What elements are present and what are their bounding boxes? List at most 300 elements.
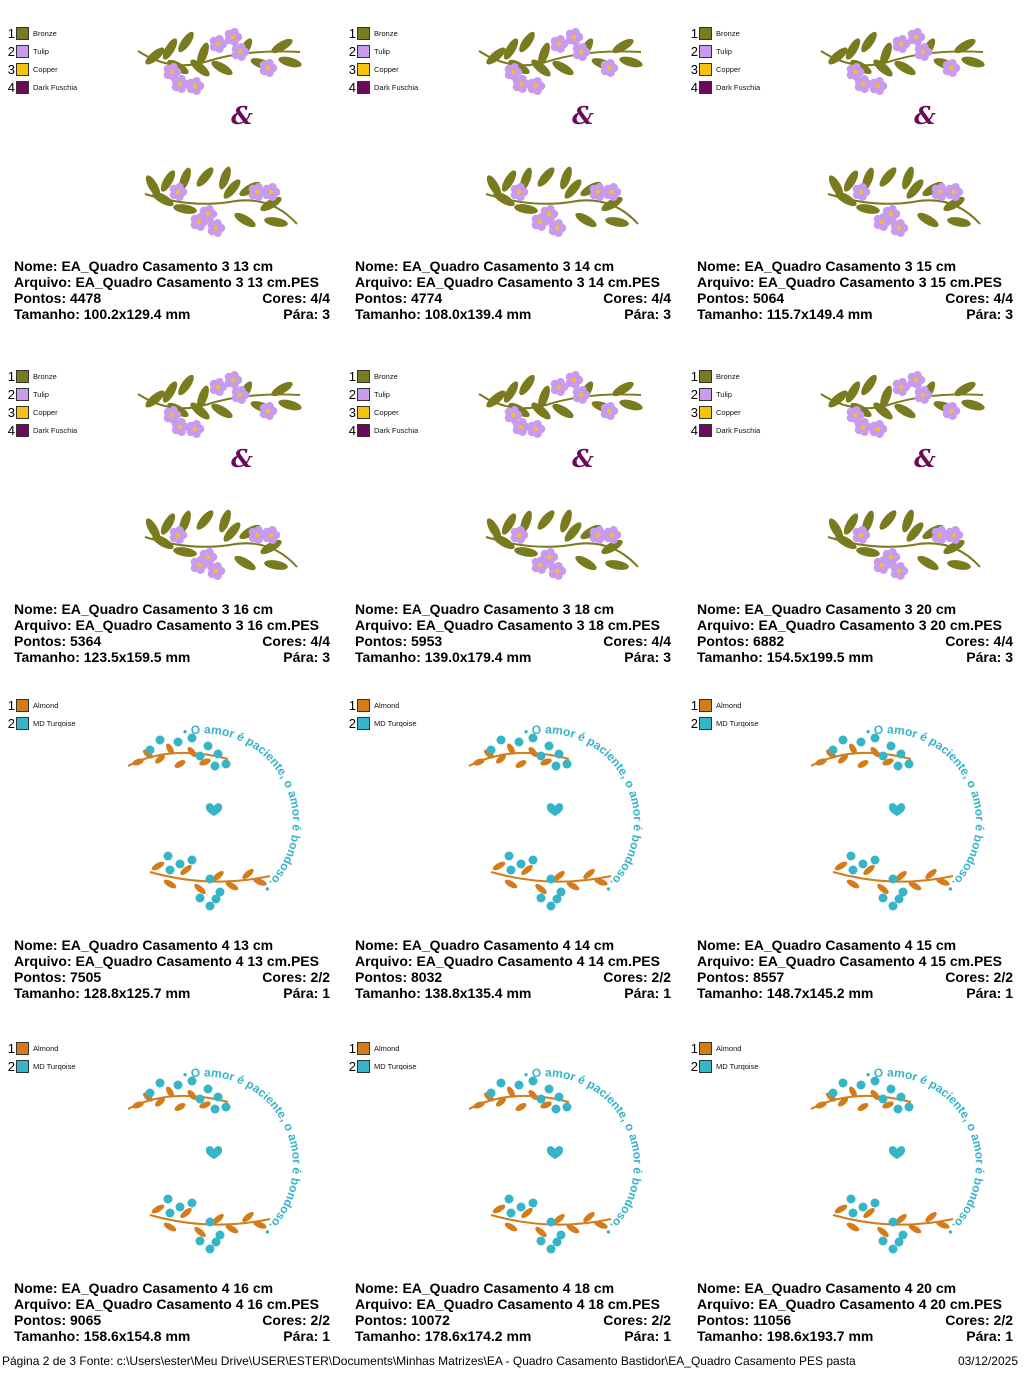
color-name: MD Turqoise bbox=[33, 718, 76, 728]
legend-number: 1 bbox=[690, 368, 698, 384]
flower-shape bbox=[549, 219, 567, 237]
leaf-shape bbox=[960, 55, 986, 70]
flower-shape bbox=[590, 526, 608, 544]
flower-shape bbox=[208, 562, 226, 580]
design-cell bbox=[0, 1037, 330, 1379]
cores-value: Cores: 2/2 bbox=[603, 1312, 671, 1328]
arquivo-value: Arquivo: EA_Quadro Casamento 3 13 cm.PES bbox=[14, 274, 319, 290]
design-info bbox=[355, 601, 671, 665]
embroidery-preview bbox=[0, 8, 330, 263]
leaf-shape bbox=[855, 202, 880, 215]
arquivo-value: Arquivo: EA_Quadro Casamento 3 20 cm.PES bbox=[697, 617, 1002, 633]
design-info bbox=[355, 1280, 671, 1344]
legend-number: 2 bbox=[348, 715, 356, 731]
leaf-shape bbox=[535, 508, 557, 532]
ampersand-motif: & bbox=[231, 101, 253, 130]
color-name: Tulip bbox=[33, 46, 49, 56]
page-footer bbox=[0, 1353, 1024, 1370]
leaf-shape bbox=[960, 398, 986, 413]
leaf-shape bbox=[269, 36, 294, 56]
color-name: Almond bbox=[33, 1043, 59, 1053]
para-value: Pára: 1 bbox=[283, 985, 330, 1001]
bottom-branch-motif bbox=[484, 508, 638, 580]
design-info bbox=[14, 601, 330, 665]
leaf-shape bbox=[610, 379, 635, 399]
embroidery-preview bbox=[683, 351, 1013, 606]
leaf-shape bbox=[952, 36, 977, 56]
flower-shape bbox=[943, 59, 961, 77]
para-value: Pára: 3 bbox=[624, 649, 671, 665]
pontos-value: Pontos: 5364 bbox=[14, 633, 102, 649]
flower-shape bbox=[601, 59, 619, 77]
legend-number: 2 bbox=[7, 1058, 15, 1074]
color-name: Almond bbox=[374, 1043, 400, 1053]
color-name: Dark Fuschia bbox=[716, 425, 761, 435]
legend-number: 3 bbox=[348, 404, 356, 420]
flower-shape bbox=[249, 526, 267, 544]
embroidery-preview bbox=[341, 1037, 671, 1292]
flower-shape bbox=[225, 371, 243, 389]
color-name: Dark Fuschia bbox=[33, 425, 78, 435]
bottom-branch-motif bbox=[484, 165, 638, 237]
info-row-tamanho bbox=[14, 985, 330, 1001]
arc-text-motif: • O amor é paciente, o amor é bondoso. • bbox=[864, 1065, 987, 1239]
color-name: MD Turqoise bbox=[33, 1061, 76, 1071]
top-branch-motif bbox=[821, 28, 986, 95]
flower-shape bbox=[210, 35, 228, 53]
color-name: MD Turqoise bbox=[374, 1061, 417, 1071]
leaf-shape bbox=[194, 508, 216, 532]
bottom-branch-motif bbox=[826, 508, 980, 580]
legend-number: 1 bbox=[7, 368, 15, 384]
leaf-shape bbox=[550, 401, 575, 421]
pontos-value: Pontos: 10072 bbox=[355, 1312, 450, 1328]
ampersand-motif: & bbox=[572, 101, 594, 130]
design-info bbox=[697, 601, 1013, 665]
info-row-pontos bbox=[697, 1312, 1013, 1328]
leaf-shape bbox=[232, 210, 257, 230]
footer-date: 03/12/2025 bbox=[957, 1354, 1018, 1368]
top-wreath-motif bbox=[128, 1077, 231, 1114]
legend-number: 1 bbox=[7, 1040, 15, 1056]
color-name: Bronze bbox=[716, 28, 740, 38]
top-wreath-motif bbox=[128, 734, 231, 771]
legend-number: 1 bbox=[7, 25, 15, 41]
pontos-value: Pontos: 4774 bbox=[355, 290, 443, 306]
cores-value: Cores: 2/2 bbox=[262, 1312, 330, 1328]
flower-shape bbox=[932, 183, 950, 201]
flower-shape bbox=[932, 526, 950, 544]
tamanho-value: Tamanho: 139.0x179.4 mm bbox=[355, 649, 532, 665]
tamanho-value: Tamanho: 100.2x129.4 mm bbox=[14, 306, 191, 322]
info-row-arquivo bbox=[14, 617, 330, 633]
info-row-arquivo bbox=[14, 1296, 330, 1312]
color-name: Almond bbox=[716, 700, 742, 710]
leaf-shape bbox=[573, 553, 598, 573]
para-value: Pára: 3 bbox=[283, 649, 330, 665]
leaf-shape bbox=[277, 55, 303, 70]
info-row-arquivo bbox=[14, 274, 330, 290]
leaf-shape bbox=[491, 860, 506, 872]
flower-shape bbox=[870, 420, 888, 438]
leaf-shape bbox=[491, 1203, 506, 1215]
nome-value: Nome: EA_Quadro Casamento 4 15 cm bbox=[697, 937, 957, 953]
top-wreath-motif bbox=[811, 734, 914, 771]
leaf-shape bbox=[915, 210, 940, 230]
embroidery-preview bbox=[341, 694, 671, 949]
embroidery-preview bbox=[341, 351, 671, 606]
embroidery-preview bbox=[683, 8, 1013, 263]
info-row-tamanho bbox=[14, 1328, 330, 1344]
nome-value: Nome: EA_Quadro Casamento 3 15 cm bbox=[697, 258, 957, 274]
legend-number: 2 bbox=[348, 43, 356, 59]
flower-shape bbox=[551, 35, 569, 53]
flower-shape bbox=[260, 402, 278, 420]
design-cell bbox=[0, 694, 330, 1036]
bottom-branch-motif bbox=[143, 165, 297, 237]
leaf-shape bbox=[845, 878, 860, 890]
color-name: Tulip bbox=[374, 46, 390, 56]
embroidery-preview bbox=[0, 351, 330, 606]
flower-shape bbox=[551, 378, 569, 396]
flower-shape bbox=[208, 219, 226, 237]
legend-number: 3 bbox=[7, 404, 15, 420]
nome-value: Nome: EA_Quadro Casamento 4 18 cm bbox=[355, 1280, 615, 1296]
embroidery-preview bbox=[0, 694, 330, 949]
flower-shape bbox=[891, 219, 909, 237]
info-row-pontos bbox=[355, 1312, 671, 1328]
legend-number: 3 bbox=[348, 61, 356, 77]
pontos-value: Pontos: 8032 bbox=[355, 969, 443, 985]
info-row-tamanho bbox=[697, 985, 1013, 1001]
tamanho-value: Tamanho: 138.8x135.4 mm bbox=[355, 985, 532, 1001]
color-name: Tulip bbox=[716, 46, 732, 56]
leaf-shape bbox=[858, 373, 879, 398]
flower-shape bbox=[187, 420, 205, 438]
color-name: Dark Fuschia bbox=[716, 82, 761, 92]
legend-number: 2 bbox=[690, 43, 698, 59]
leaf-shape bbox=[915, 553, 940, 573]
heart-motif bbox=[889, 803, 905, 816]
heart-motif bbox=[547, 803, 563, 816]
info-row-arquivo bbox=[697, 274, 1013, 290]
color-name: Copper bbox=[33, 64, 58, 74]
info-row-nome bbox=[14, 258, 330, 274]
embroidery-preview bbox=[341, 8, 671, 263]
color-name: MD Turqoise bbox=[374, 718, 417, 728]
top-wreath-motif bbox=[811, 1077, 914, 1114]
nome-value: Nome: EA_Quadro Casamento 3 16 cm bbox=[14, 601, 274, 617]
leaf-shape bbox=[162, 1221, 177, 1233]
flower-shape bbox=[566, 28, 584, 46]
para-value: Pára: 3 bbox=[966, 649, 1013, 665]
leaf-shape bbox=[209, 401, 234, 421]
color-name: MD Turqoise bbox=[716, 718, 759, 728]
leaf-shape bbox=[263, 215, 288, 228]
cores-value: Cores: 4/4 bbox=[945, 633, 1013, 649]
design-cell bbox=[683, 8, 1013, 350]
info-row-pontos bbox=[355, 290, 671, 306]
tamanho-value: Tamanho: 178.6x174.2 mm bbox=[355, 1328, 532, 1344]
leaf-shape bbox=[514, 1101, 527, 1112]
leaf-shape bbox=[513, 545, 538, 558]
legend-number: 2 bbox=[7, 715, 15, 731]
tamanho-value: Tamanho: 198.6x193.7 mm bbox=[697, 1328, 874, 1344]
pontos-value: Pontos: 11056 bbox=[697, 1312, 792, 1328]
leaf-shape bbox=[162, 878, 177, 890]
legend-number: 1 bbox=[690, 697, 698, 713]
leaf-shape bbox=[194, 165, 216, 189]
legend-number: 2 bbox=[690, 1058, 698, 1074]
top-branch-motif bbox=[479, 371, 644, 438]
arquivo-value: Arquivo: EA_Quadro Casamento 4 18 cm.PES bbox=[355, 1296, 660, 1312]
design-cell bbox=[341, 694, 671, 1036]
info-row-nome bbox=[355, 1280, 671, 1296]
embroidery-preview bbox=[683, 1037, 1013, 1292]
color-name: Dark Fuschia bbox=[374, 82, 419, 92]
top-branch-motif bbox=[138, 28, 303, 95]
tamanho-value: Tamanho: 128.8x125.7 mm bbox=[14, 985, 191, 1001]
embroidery-preview bbox=[683, 694, 1013, 949]
arquivo-value: Arquivo: EA_Quadro Casamento 4 13 cm.PES bbox=[14, 953, 319, 969]
leaf-shape bbox=[175, 30, 196, 55]
color-name: MD Turqoise bbox=[716, 1061, 759, 1071]
nome-value: Nome: EA_Quadro Casamento 4 20 cm bbox=[697, 1280, 957, 1296]
info-row-pontos bbox=[697, 290, 1013, 306]
top-branch-motif bbox=[138, 371, 303, 438]
cores-value: Cores: 2/2 bbox=[945, 1312, 1013, 1328]
leaf-shape bbox=[550, 58, 575, 78]
color-name: Tulip bbox=[33, 389, 49, 399]
leaf-shape bbox=[618, 398, 644, 413]
info-row-arquivo bbox=[697, 953, 1013, 969]
info-row-tamanho bbox=[697, 306, 1013, 322]
design-info bbox=[355, 258, 671, 322]
leaf-shape bbox=[175, 373, 196, 398]
pontos-value: Pontos: 9065 bbox=[14, 1312, 102, 1328]
legend-number: 2 bbox=[348, 386, 356, 402]
nome-value: Nome: EA_Quadro Casamento 3 14 cm bbox=[355, 258, 615, 274]
leaf-shape bbox=[263, 558, 288, 571]
legend-number: 1 bbox=[348, 1040, 356, 1056]
design-info bbox=[697, 937, 1013, 1001]
design-info bbox=[14, 258, 330, 322]
ampersand-motif: & bbox=[572, 444, 594, 473]
design-info bbox=[355, 937, 671, 1001]
color-name: Dark Fuschia bbox=[33, 82, 78, 92]
footer-source-path: Página 2 de 3 Fonte: c:\Users\ester\Meu Drive\USER\ESTER\Documents\Minhas Matrizes\EA - Quadro Casamento Bastidor\EA_Quadro Casamento PES pasta bbox=[2, 1354, 856, 1368]
leaf-shape bbox=[573, 210, 598, 230]
leaf-shape bbox=[946, 215, 971, 228]
para-value: Pára: 1 bbox=[966, 985, 1013, 1001]
leaf-shape bbox=[150, 860, 165, 872]
pontos-value: Pontos: 4478 bbox=[14, 290, 102, 306]
cores-value: Cores: 4/4 bbox=[603, 633, 671, 649]
info-row-tamanho bbox=[355, 985, 671, 1001]
info-row-nome bbox=[355, 258, 671, 274]
para-value: Pára: 1 bbox=[966, 1328, 1013, 1344]
design-cell bbox=[683, 351, 1013, 693]
flower-shape bbox=[590, 183, 608, 201]
design-cell bbox=[683, 694, 1013, 1036]
flower-shape bbox=[943, 402, 961, 420]
leaf-shape bbox=[150, 1203, 165, 1215]
pontos-value: Pontos: 5064 bbox=[697, 290, 785, 306]
design-cell bbox=[341, 8, 671, 350]
color-name: Dark Fuschia bbox=[374, 425, 419, 435]
nome-value: Nome: EA_Quadro Casamento 4 14 cm bbox=[355, 937, 615, 953]
color-name: Tulip bbox=[716, 389, 732, 399]
ampersand-motif: & bbox=[914, 444, 936, 473]
legend-number: 2 bbox=[690, 386, 698, 402]
color-name: Copper bbox=[716, 64, 741, 74]
tamanho-value: Tamanho: 108.0x139.4 mm bbox=[355, 306, 532, 322]
legend-number: 3 bbox=[690, 404, 698, 420]
top-branch-motif bbox=[479, 28, 644, 95]
info-row-nome bbox=[697, 937, 1013, 953]
design-info bbox=[14, 937, 330, 1001]
leaf-shape bbox=[173, 1101, 186, 1112]
info-row-tamanho bbox=[697, 649, 1013, 665]
legend-number: 2 bbox=[7, 386, 15, 402]
heart-motif bbox=[206, 1146, 222, 1159]
info-row-nome bbox=[697, 1280, 1013, 1296]
arquivo-value: Arquivo: EA_Quadro Casamento 4 14 cm.PES bbox=[355, 953, 660, 969]
bottom-wreath-motif bbox=[150, 1195, 270, 1254]
arc-text-motif: • O amor é paciente, o amor é bondoso. • bbox=[522, 722, 645, 896]
flower-shape bbox=[549, 562, 567, 580]
cores-value: Cores: 4/4 bbox=[945, 290, 1013, 306]
leaf-shape bbox=[833, 1203, 848, 1215]
info-row-tamanho bbox=[355, 649, 671, 665]
tamanho-value: Tamanho: 158.6x154.8 mm bbox=[14, 1328, 191, 1344]
arquivo-value: Arquivo: EA_Quadro Casamento 4 15 cm.PES bbox=[697, 953, 1002, 969]
cores-value: Cores: 2/2 bbox=[603, 969, 671, 985]
info-row-arquivo bbox=[697, 1296, 1013, 1312]
cores-value: Cores: 4/4 bbox=[262, 290, 330, 306]
legend-number: 3 bbox=[7, 61, 15, 77]
flower-shape bbox=[187, 77, 205, 95]
flower-shape bbox=[528, 77, 546, 95]
heart-motif bbox=[889, 1146, 905, 1159]
leaf-shape bbox=[535, 165, 557, 189]
leaf-shape bbox=[946, 558, 971, 571]
info-row-pontos bbox=[14, 1312, 330, 1328]
info-row-tamanho bbox=[14, 649, 330, 665]
arc-text-motif: • O amor é paciente, o amor é bondoso. • bbox=[181, 722, 304, 896]
legend-number: 3 bbox=[690, 61, 698, 77]
leaf-shape bbox=[618, 55, 644, 70]
design-info bbox=[697, 1280, 1013, 1344]
leaf-shape bbox=[855, 545, 880, 558]
bottom-wreath-motif bbox=[491, 852, 611, 911]
legend-number: 4 bbox=[690, 422, 698, 438]
legend-number: 2 bbox=[348, 1058, 356, 1074]
flower-shape bbox=[870, 77, 888, 95]
color-name: Copper bbox=[33, 407, 58, 417]
color-name: Almond bbox=[33, 700, 59, 710]
legend-number: 1 bbox=[348, 697, 356, 713]
leaf-shape bbox=[877, 165, 899, 189]
pontos-value: Pontos: 7505 bbox=[14, 969, 102, 985]
color-name: Bronze bbox=[374, 28, 398, 38]
cores-value: Cores: 2/2 bbox=[262, 969, 330, 985]
info-row-nome bbox=[14, 601, 330, 617]
flower-shape bbox=[225, 28, 243, 46]
info-row-pontos bbox=[355, 633, 671, 649]
arc-text-motif: • O amor é paciente, o amor é bondoso. • bbox=[522, 1065, 645, 1239]
legend-number: 4 bbox=[348, 422, 356, 438]
leaf-shape bbox=[513, 202, 538, 215]
color-name: Bronze bbox=[33, 371, 57, 381]
bottom-wreath-motif bbox=[150, 852, 270, 911]
info-row-arquivo bbox=[355, 617, 671, 633]
leaf-shape bbox=[856, 1101, 869, 1112]
para-value: Pára: 1 bbox=[283, 1328, 330, 1344]
info-row-pontos bbox=[14, 290, 330, 306]
leaf-shape bbox=[610, 36, 635, 56]
para-value: Pára: 3 bbox=[966, 306, 1013, 322]
leaf-shape bbox=[173, 758, 186, 769]
flower-shape bbox=[601, 402, 619, 420]
info-row-nome bbox=[697, 258, 1013, 274]
bottom-branch-motif bbox=[143, 508, 297, 580]
legend-number: 1 bbox=[7, 697, 15, 713]
nome-value: Nome: EA_Quadro Casamento 3 18 cm bbox=[355, 601, 615, 617]
para-value: Pára: 3 bbox=[283, 306, 330, 322]
legend-number: 1 bbox=[690, 25, 698, 41]
arquivo-value: Arquivo: EA_Quadro Casamento 4 16 cm.PES bbox=[14, 1296, 319, 1312]
flower-shape bbox=[893, 378, 911, 396]
flower-shape bbox=[210, 378, 228, 396]
cores-value: Cores: 2/2 bbox=[945, 969, 1013, 985]
leaf-shape bbox=[269, 379, 294, 399]
leaf-shape bbox=[503, 1221, 518, 1233]
flower-shape bbox=[908, 371, 926, 389]
flower-shape bbox=[891, 562, 909, 580]
leaf-shape bbox=[858, 30, 879, 55]
para-value: Pára: 1 bbox=[624, 985, 671, 1001]
info-row-nome bbox=[355, 601, 671, 617]
legend-number: 2 bbox=[690, 715, 698, 731]
pontos-value: Pontos: 6882 bbox=[697, 633, 785, 649]
embroidery-preview bbox=[0, 1037, 330, 1292]
tamanho-value: Tamanho: 115.7x149.4 mm bbox=[697, 306, 873, 322]
color-name: Almond bbox=[374, 700, 400, 710]
pontos-value: Pontos: 5953 bbox=[355, 633, 443, 649]
color-name: Bronze bbox=[374, 371, 398, 381]
info-row-tamanho bbox=[14, 306, 330, 322]
top-wreath-motif bbox=[469, 734, 572, 771]
bottom-wreath-motif bbox=[833, 852, 953, 911]
leaf-shape bbox=[172, 545, 197, 558]
legend-number: 2 bbox=[7, 43, 15, 59]
flower-shape bbox=[566, 371, 584, 389]
top-wreath-motif bbox=[469, 1077, 572, 1114]
bottom-wreath-motif bbox=[491, 1195, 611, 1254]
top-branch-motif bbox=[821, 371, 986, 438]
arquivo-value: Arquivo: EA_Quadro Casamento 4 20 cm.PES bbox=[697, 1296, 1002, 1312]
leaf-shape bbox=[516, 30, 537, 55]
ampersand-motif: & bbox=[231, 444, 253, 473]
pontos-value: Pontos: 8557 bbox=[697, 969, 785, 985]
nome-value: Nome: EA_Quadro Casamento 3 20 cm bbox=[697, 601, 957, 617]
leaf-shape bbox=[503, 878, 518, 890]
leaf-shape bbox=[877, 508, 899, 532]
flower-shape bbox=[249, 183, 267, 201]
flower-shape bbox=[893, 35, 911, 53]
arc-text-motif: • O amor é paciente, o amor é bondoso. • bbox=[181, 1065, 304, 1239]
